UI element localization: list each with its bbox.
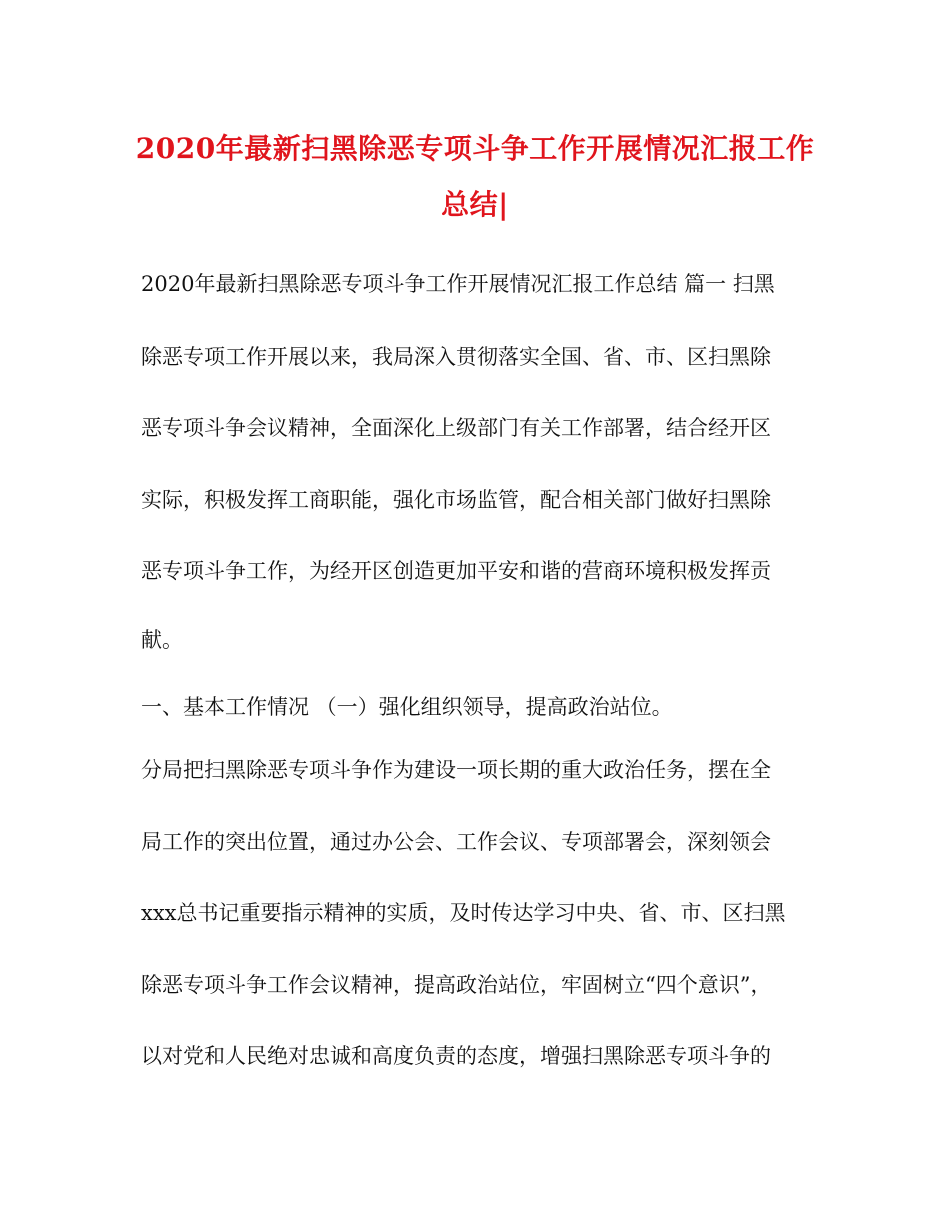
body-line-9: 局工作的突出位置，通过办公会、工作会议、专项部署会，深刻领会: [141, 830, 771, 854]
body-line-4: 实际，积极发挥工商职能，强化市场监管，配合相关部门做好扫黑除: [141, 488, 771, 512]
body-line-12: 以对党和人民绝对忠诚和高度负责的态度，增强扫黑除恶专项斗争的: [141, 1044, 771, 1068]
document-title: [120, 121, 830, 233]
body-line-5: 恶专项斗争工作，为经开区创造更加平安和谐的营商环境积极发挥贡: [141, 559, 771, 583]
title-line-2: 总结|: [441, 188, 509, 221]
section-heading: 一、基本工作情况 （一）强化组织领导，提高政治站位。: [141, 695, 673, 719]
body-line-1: 2020年最新扫黑除恶专项斗争工作开展情况汇报工作总结 篇一 扫黑: [141, 272, 775, 296]
body-line-3: 恶专项斗争会议精神，全面深化上级部门有关工作部署，结合经开区: [141, 416, 771, 440]
body-line-11: 除恶专项斗争工作会议精神，提高政治站位，牢固树立“四个意识”，: [141, 973, 772, 997]
body-line-6: 献。: [141, 628, 183, 652]
title-line-1: 2020年最新扫黑除恶专项斗争工作开展情况汇报工作: [135, 132, 815, 165]
body-line-8: 分局把扫黑除恶专项斗争作为建设一项长期的重大政治任务，摆在全: [141, 758, 771, 782]
body-line-2: 除恶专项工作开展以来，我局深入贯彻落实全国、省、市、区扫黑除: [141, 345, 771, 369]
body-line-10: xxx总书记重要指示精神的实质，及时传达学习中央、省、市、区扫黑: [141, 901, 786, 925]
